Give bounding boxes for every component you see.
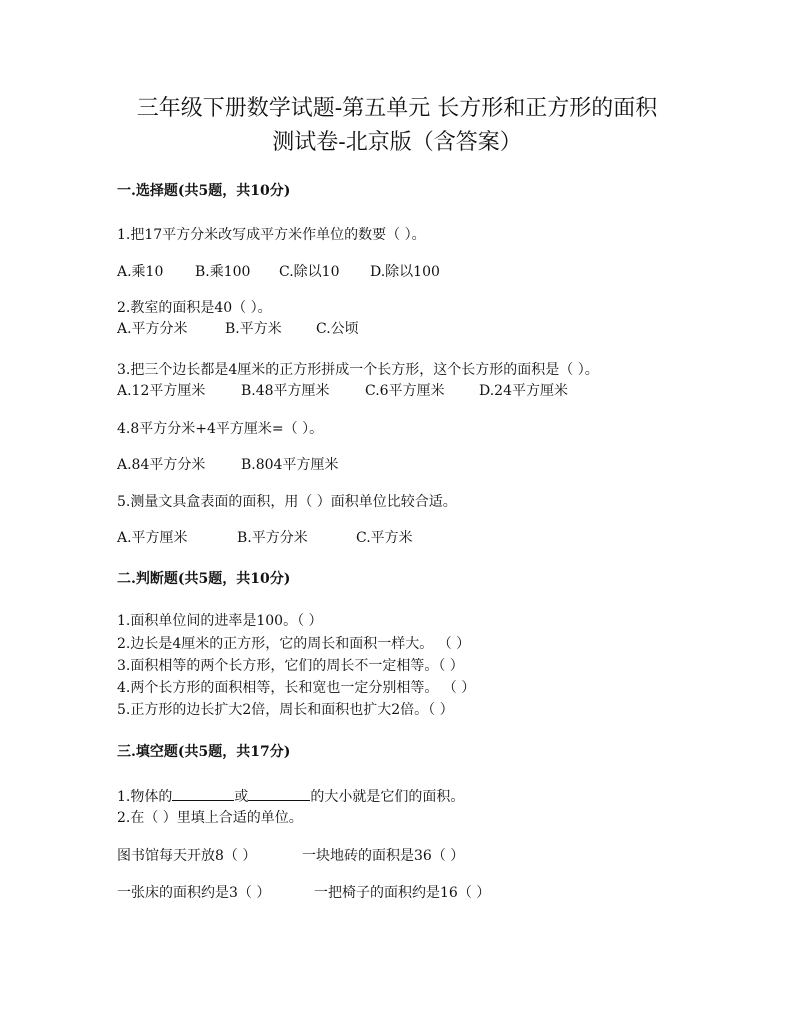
choice-question-5: 5.测量文具盒表面的面积，用（ ）面积单位比较合适。 — [117, 494, 457, 510]
answer-blank — [172, 786, 234, 801]
judgment-item-3: 3.面积相等的两个长方形，它们的周长不一定相等。（ ） — [117, 658, 464, 674]
option-b: B.804平方厘米 — [241, 457, 339, 473]
section-heading-judgment: 二.判断题(共5题，共10分) — [117, 571, 291, 587]
section-heading-choice: 一.选择题(共5题，共10分) — [117, 183, 291, 199]
answer-blank — [248, 786, 310, 801]
fill-question-2: 2.在（ ）里填上合适的单位。 — [117, 810, 303, 826]
fill-item: 一把椅子的面积约是16（ ） — [314, 885, 491, 901]
judgment-item-1: 1.面积单位间的进率是100。（ ） — [117, 613, 323, 629]
judgment-item-5: 5.正方形的边长扩大2倍，周长和面积也扩大2倍。（ ） — [117, 702, 454, 718]
option-b: B.平方分米 — [237, 530, 308, 546]
title-line-1: 三年级下册数学试题-第五单元 长方形和正方形的面积 — [136, 96, 658, 121]
option-b: B.平方米 — [225, 321, 282, 337]
fill-question-1 — [117, 786, 464, 807]
choice-question-1: 1.把17平方分米改写成平方米作单位的数要（ ）。 — [117, 227, 426, 243]
fill-item: 图书馆每天开放8（ ） — [117, 848, 257, 864]
section-heading-fill: 三.填空题(共5题，共17分) — [117, 744, 291, 760]
fill-q1-part1: 1.物体的 — [117, 789, 173, 805]
option-b: B.乘100 — [195, 264, 251, 280]
option-d: D.24平方厘米 — [479, 383, 568, 399]
option-c: C.6平方厘米 — [365, 383, 445, 399]
option-d: D.除以100 — [370, 264, 440, 280]
judgment-item-2: 2.边长是4厘米的正方形，它的周长和面积一样大。 （ ） — [117, 636, 471, 652]
choice-question-3: 3.把三个边长都是4厘米的正方形拼成一个长方形，这个长方形的面积是（ ）。 — [117, 362, 599, 378]
option-a: A.84平方分米 — [117, 457, 206, 473]
fill-item: 一张床的面积约是3（ ） — [117, 885, 271, 901]
option-c: C.除以10 — [279, 264, 340, 280]
option-a: A.平方分米 — [117, 321, 188, 337]
title-line-2: 测试卷-北京版（含答案） — [272, 130, 522, 155]
option-a: A.乘10 — [117, 264, 164, 280]
option-a: A.平方厘米 — [117, 530, 188, 546]
option-c: C.平方米 — [356, 530, 413, 546]
fill-q1-part3: 的大小就是它们的面积。 — [310, 789, 465, 805]
fill-item: 一块地砖的面积是36（ ） — [302, 848, 465, 864]
choice-question-2: 2.教室的面积是40（ ）。 — [117, 300, 272, 316]
option-a: A.12平方厘米 — [117, 383, 206, 399]
fill-q1-part2: 或 — [234, 789, 249, 805]
choice-question-4: 4.8平方分米+4平方厘米=（ ）。 — [117, 421, 324, 437]
judgment-item-4: 4.两个长方形的面积相等，长和宽也一定分别相等。 （ ） — [117, 680, 476, 696]
option-c: C.公顷 — [316, 321, 359, 337]
option-b: B.48平方厘米 — [241, 383, 330, 399]
